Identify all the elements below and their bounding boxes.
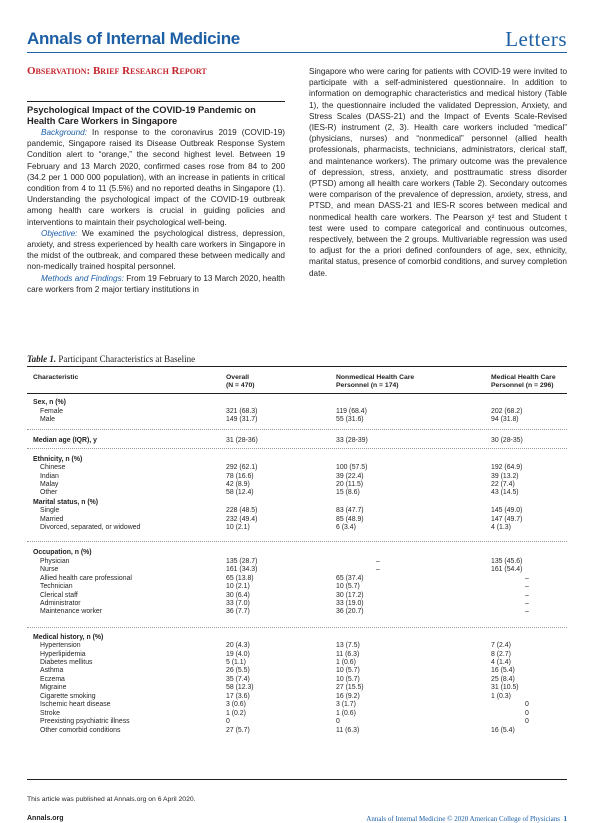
cell-overall: 228 (48.5)	[226, 507, 258, 514]
cell-nonmedical: 85 (48.9)	[336, 516, 364, 523]
publication-note: This article was published at Annals.org on 6 April 2020.	[27, 796, 196, 803]
cell-nonmedical: 3 (1.7)	[336, 701, 356, 708]
cell-characteristic: Clerical staff	[40, 592, 78, 599]
cell-medical: 16 (5.4)	[491, 667, 515, 674]
cell-characteristic: Maintenance worker	[40, 608, 103, 615]
header-overall-line1: Overall	[226, 374, 250, 381]
cell-medical: 22 (7.4)	[491, 481, 515, 488]
cell-characteristic: Asthma	[40, 667, 64, 674]
methods-text: From 19 February to 13 March 2020, health care workers from 2 major tertiary institutions in	[27, 273, 285, 294]
cell-nonmedical: 83 (47.7)	[336, 507, 364, 514]
cell-overall: 58 (12.4)	[226, 489, 254, 496]
header-overall	[226, 374, 255, 390]
cell-nonmedical: 13 (7.5)	[336, 642, 360, 649]
cell-characteristic: Eczema	[40, 676, 65, 683]
cell-characteristic: Occupation, n (%)	[33, 549, 92, 556]
site-name: Annals.org	[27, 815, 64, 822]
cell-overall: 321 (68.3)	[226, 408, 258, 415]
cell-characteristic: Divorced, separated, or widowed	[40, 524, 141, 531]
cell-medical: –	[525, 600, 529, 607]
cell-medical: 135 (45.6)	[491, 558, 523, 565]
cell-characteristic: Allied health care professional	[40, 575, 132, 582]
cell-nonmedical: 10 (5.7)	[336, 583, 360, 590]
cell-medical: 0	[525, 718, 529, 725]
cell-characteristic: Chinese	[40, 464, 66, 471]
cell-characteristic: Median age (IQR), y	[33, 437, 97, 444]
table-caption	[27, 354, 195, 364]
cell-nonmedical: 10 (5.7)	[336, 667, 360, 674]
cell-medical: 4 (1.4)	[491, 659, 511, 666]
cell-nonmedical: 33 (19.0)	[336, 600, 364, 607]
left-column	[27, 101, 285, 295]
cell-nonmedical: 15 (8.6)	[336, 489, 360, 496]
cell-characteristic: Other comorbid conditions	[40, 727, 121, 734]
cell-characteristic: Ischemic heart disease	[40, 701, 111, 708]
objective-text: We examined the psychological distress, depression, anxiety, and stress experienced by health care workers in Singapore in the midst of the outbreak, and compared these between medically and non-medically trained hospital personnel.	[27, 228, 285, 272]
cell-overall: 31 (28-36)	[226, 437, 258, 444]
cell-overall: 35 (7.4)	[226, 676, 250, 683]
cell-medical: 94 (31.8)	[491, 416, 519, 423]
cell-overall: 78 (16.6)	[226, 473, 254, 480]
cell-characteristic: Nurse	[40, 566, 59, 573]
cell-overall: 161 (34.3)	[226, 566, 258, 573]
header-rule	[27, 52, 567, 53]
methods-label: Methods and Findings:	[41, 273, 124, 283]
cell-nonmedical: 33 (28-39)	[336, 437, 368, 444]
cell-nonmedical: 119 (68.4)	[336, 408, 367, 415]
cell-overall: 26 (5.5)	[226, 667, 250, 674]
cell-nonmedical: 11 (6.3)	[336, 727, 360, 734]
cell-characteristic: Technician	[40, 583, 73, 590]
cell-characteristic: Malay	[40, 481, 59, 488]
right-paragraph: Singapore who were caring for patients with COVID-19 were invited to participate with a self-administered questionnaire. In addition to information on demographic characteristics and medical history (Table 1), the questionnaire included the validated Depression, Anxiety, and Stress Scales (DASS-21) and the Impact of Events Scale-Revised (IES-R) instrument (2, 3). Health care workers included “medical” (physicians, nurses) and “nonmedical” personnel (allied health professionals, pharmacists, technicians, administrators, clerical staff, and maintenance workers). The primary outcome was the prevalence of depression, stress, anxiety, and posttraumatic stress disorder (PTSD) among all health care workers (Table 2). Secondary outcomes were comparison of the prevalence of depression, anxiety, stress, and PTSD, and mean DASS-21 and IES-R scores between medical and nonmedical health care workers. The Pearson χ² test and Student t test were used to compare categorical and continuous outcomes, respectively, between the 2 groups. Multivariable regression was used to adjust for the a priori defined confounders of age, sex, ethnicity, marital status, presence of comorbid conditions, and survey completion date.	[309, 67, 567, 278]
header-medical-line1: Medical Health Care	[491, 374, 556, 381]
cell-overall: 10 (2.1)	[226, 524, 250, 531]
cell-medical: 16 (5.4)	[491, 727, 515, 734]
journal-title: Annals of Internal Medicine	[27, 29, 240, 48]
cell-overall: 17 (3.6)	[226, 693, 250, 700]
cell-overall: 292 (62.1)	[226, 464, 258, 471]
group-separator	[27, 541, 567, 542]
cell-nonmedical: 10 (5.7)	[336, 676, 360, 683]
cell-medical: 161 (54.4)	[491, 566, 523, 573]
cell-nonmedical: 1 (0.6)	[336, 710, 356, 717]
article-title: Psychological Impact of the COVID-19 Pandemic on Health Care Workers in Singapore	[27, 101, 285, 127]
cell-characteristic: Sex, n (%)	[33, 399, 66, 406]
cell-medical: –	[525, 583, 529, 590]
header-characteristic: Characteristic	[33, 374, 79, 381]
header-medical-line2: Personnel (n = 296)	[491, 382, 554, 389]
cell-overall: 232 (49.4)	[226, 516, 258, 523]
cell-overall: 65 (13.8)	[226, 575, 254, 582]
cell-medical: 147 (49.7)	[491, 516, 523, 523]
cell-characteristic: Hyperlipidemia	[40, 651, 86, 658]
cell-characteristic: Physician	[40, 558, 70, 565]
copyright-text: Annals of Internal Medicine © 2020 American College of Physicians	[366, 815, 560, 823]
cell-characteristic: Stroke	[40, 710, 60, 717]
table-top-rule	[27, 366, 567, 367]
cell-characteristic: Marital status, n (%)	[33, 499, 99, 506]
cell-characteristic: Married	[40, 516, 64, 523]
header-nonmedical	[336, 374, 414, 390]
header-nonmedical-line1: Nonmedical Health Care	[336, 374, 415, 381]
cell-characteristic: Male	[40, 416, 55, 423]
cell-medical: 7 (2.4)	[491, 642, 511, 649]
objective-paragraph	[27, 228, 285, 273]
cell-characteristic: Single	[40, 507, 60, 514]
footer-rule	[27, 779, 567, 780]
group-separator	[27, 627, 567, 628]
page-number: 1	[563, 815, 567, 823]
cell-nonmedical: 1 (0.6)	[336, 659, 356, 666]
cell-medical: 31 (10.5)	[491, 684, 519, 691]
header-nonmedical-line2: Personnel (n = 174)	[336, 382, 399, 389]
cell-medical: –	[525, 608, 529, 615]
cell-overall: 42 (8.9)	[226, 481, 250, 488]
section-type: Letters	[505, 27, 567, 51]
background-label: Background:	[41, 128, 87, 137]
cell-medical: 202 (68.2)	[491, 408, 523, 415]
header-overall-line2: (N = 470)	[226, 382, 255, 389]
cell-characteristic: Ethnicity, n (%)	[33, 456, 83, 463]
cell-characteristic: Diabetes mellitus	[40, 659, 93, 666]
cell-characteristic: Medical history, n (%)	[33, 634, 104, 641]
cell-overall: 19 (4.0)	[226, 651, 250, 658]
cell-overall: 36 (7.7)	[226, 608, 250, 615]
cell-overall: 135 (28.7)	[226, 558, 258, 565]
header-medical	[491, 374, 556, 390]
cell-overall: 58 (12.3)	[226, 684, 254, 691]
cell-nonmedical: 36 (20.7)	[336, 608, 364, 615]
cell-overall: 27 (5.7)	[226, 727, 250, 734]
cell-overall: 5 (1.1)	[226, 659, 246, 666]
cell-medical: 39 (13.2)	[491, 473, 519, 480]
cell-overall: 20 (4.3)	[226, 642, 250, 649]
cell-medical: 43 (14.5)	[491, 489, 519, 496]
table-title: Participant Characteristics at Baseline	[58, 354, 196, 364]
cell-overall: 3 (0.6)	[226, 701, 246, 708]
cell-characteristic: Other	[40, 489, 58, 496]
cell-nonmedical: 30 (17.2)	[336, 592, 364, 599]
cell-nonmedical: 6 (3.4)	[336, 524, 356, 531]
copyright	[366, 815, 567, 823]
cell-overall: 33 (7.0)	[226, 600, 250, 607]
cell-medical: 1 (0.3)	[491, 693, 511, 700]
cell-medical: 25 (8.4)	[491, 676, 515, 683]
cell-medical: 0	[525, 701, 529, 708]
cell-characteristic: Female	[40, 408, 63, 415]
table-header-rule	[27, 393, 567, 394]
cell-characteristic: Administrator	[40, 600, 81, 607]
group-separator	[27, 429, 567, 430]
cell-medical: 192 (64.9)	[491, 464, 523, 471]
objective-label: Objective:	[41, 228, 78, 238]
right-column	[309, 66, 567, 279]
cell-nonmedical: 16 (9.2)	[336, 693, 360, 700]
cell-nonmedical: –	[376, 558, 380, 565]
cell-medical: 8 (2.7)	[491, 651, 511, 658]
cell-overall: 0	[226, 718, 230, 725]
cell-nonmedical: 20 (11.5)	[336, 481, 364, 488]
cell-medical: 145 (49.0)	[491, 507, 523, 514]
cell-nonmedical: 0	[336, 718, 340, 725]
cell-characteristic: Preexisting psychiatric illness	[40, 718, 130, 725]
cell-overall: 1 (0.2)	[226, 710, 246, 717]
methods-paragraph	[27, 273, 285, 295]
cell-characteristic: Indian	[40, 473, 59, 480]
cell-overall: 30 (6.4)	[226, 592, 250, 599]
cell-characteristic: Cigarette smoking	[40, 693, 96, 700]
cell-nonmedical: 55 (31.6)	[336, 416, 364, 423]
cell-nonmedical: 27 (15.5)	[336, 684, 364, 691]
cell-characteristic: Hypertension	[40, 642, 81, 649]
cell-nonmedical: 65 (37.4)	[336, 575, 364, 582]
cell-medical: –	[525, 592, 529, 599]
cell-nonmedical: –	[376, 566, 380, 573]
table-label: Table 1.	[27, 354, 57, 364]
cell-nonmedical: 39 (22.4)	[336, 473, 364, 480]
section-label: Observation: Brief Research Report	[27, 65, 207, 77]
cell-nonmedical: 100 (57.5)	[336, 464, 368, 471]
cell-characteristic: Migraine	[40, 684, 67, 691]
cell-overall: 10 (2.1)	[226, 583, 250, 590]
background-text: In response to the coronavirus 2019 (COVID-19) pandemic, Singapore raised its Disease Outbreak Response System Condition alert to “orange,” the second highest level. Between 19 February and 13 March 2020, confirmed cases rose from 84 to 200 (34.2 per 1 000 000 population), with an increase in patients in critical condition from 4 to 11 (5.5%) and no reported deaths in Singapore (1). Understanding the psychological impact of the COVID-19 outbreak among health care workers is crucial in guiding policies and interventions to maintain their psychological well-being.	[27, 128, 285, 227]
cell-medical: –	[525, 575, 529, 582]
cell-overall: 149 (31.7)	[226, 416, 258, 423]
cell-medical: 0	[525, 710, 529, 717]
cell-nonmedical: 11 (6.3)	[336, 651, 360, 658]
background-paragraph	[27, 127, 285, 228]
cell-medical: 30 (28-35)	[491, 437, 523, 444]
group-separator	[27, 448, 567, 449]
cell-medical: 4 (1.3)	[491, 524, 511, 531]
